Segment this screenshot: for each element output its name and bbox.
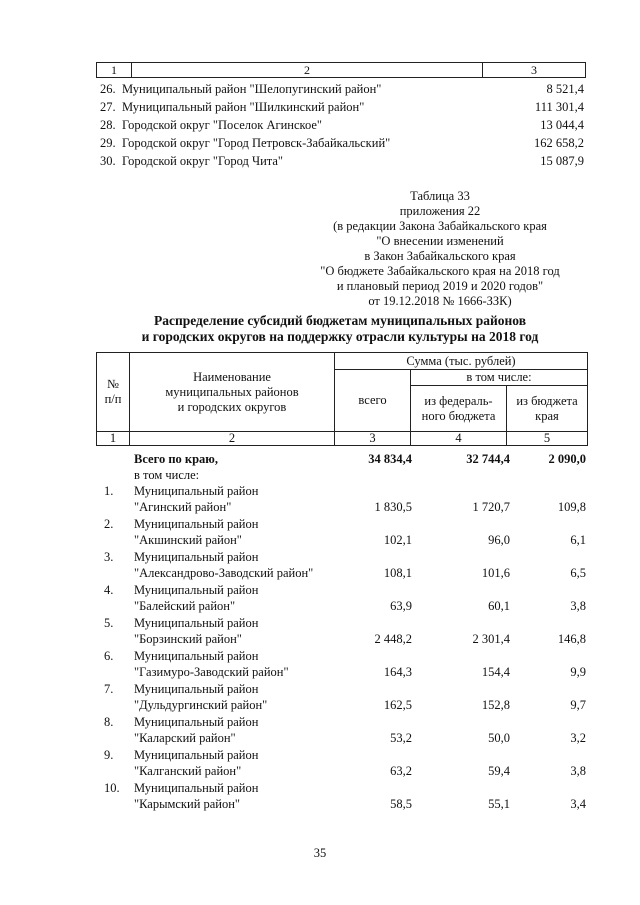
row-name-line1: Муниципальный район: [134, 649, 259, 663]
row-name-line2: "Балейский район": [134, 599, 236, 613]
row-total: 108,1: [383, 566, 412, 580]
table-caption: [280, 189, 600, 309]
row-number: 27.: [100, 100, 116, 114]
table-row: [96, 714, 588, 746]
row-name-line2: "Акшинский район": [134, 533, 242, 547]
header-regional: из бюджета края: [506, 385, 588, 432]
row-total: 102,1: [383, 533, 412, 547]
table-row: [96, 681, 588, 713]
index-cell: 4: [410, 431, 507, 446]
row-name-line1: Муниципальный район: [134, 550, 259, 564]
header-sum: Сумма (тыс. рублей): [334, 352, 588, 370]
caption-line: в Закон Забайкальского края: [364, 249, 516, 263]
row-name-line1: Муниципальный район: [134, 616, 259, 630]
row-regional: 3,4: [570, 797, 586, 811]
row-name-line2: "Дульдургинский район": [134, 698, 268, 712]
row-value: 15 087,9: [540, 154, 584, 168]
row-value: 8 521,4: [546, 82, 584, 96]
index-cell: 3: [334, 431, 411, 446]
col-index-1: 1: [97, 63, 132, 77]
row-number: 3.: [104, 550, 114, 564]
header-federal: из федераль- ного бюджета: [410, 385, 507, 432]
row-number: 8.: [104, 715, 114, 729]
row-total: 164,3: [383, 665, 412, 679]
row-total: 58,5: [390, 797, 412, 811]
table-row: [96, 780, 588, 812]
header-num: № п/п: [96, 352, 130, 432]
row-name-line2: "Каларский район": [134, 731, 236, 745]
row-number: 1.: [104, 484, 114, 498]
row-federal: 154,4: [481, 665, 510, 679]
row-regional: 3,8: [570, 599, 586, 613]
row-total: 162,5: [383, 698, 412, 712]
title-line: Распределение субсидий бюджетам муниципальных районов: [153, 313, 527, 328]
caption-line: "О бюджете Забайкальского края на 2018 год: [320, 264, 560, 278]
row-name-line2: "Борзинский район": [134, 632, 242, 646]
table-row: [96, 152, 584, 170]
row-total: 1 830,5: [374, 500, 412, 514]
row-number: 28.: [100, 118, 116, 132]
table-row: [96, 516, 588, 548]
row-name-line2: "Карымский район": [134, 797, 241, 811]
header-name: Наименование муниципальных районов и городских округов: [129, 352, 335, 432]
caption-line: "О внесении изменений: [376, 234, 504, 248]
row-federal: 101,6: [481, 566, 510, 580]
row-regional: 146,8: [557, 632, 586, 646]
row-name: Муниципальный район "Шелопугинский район": [122, 82, 382, 96]
table-row: [96, 582, 588, 614]
row-name: Муниципальный район "Шилкинский район": [122, 100, 365, 114]
table-title: [96, 313, 584, 345]
total-federal: 32 744,4: [466, 452, 510, 466]
row-number: 26.: [100, 82, 116, 96]
header-including: в том числе:: [410, 369, 588, 386]
index-cell: 1: [96, 431, 130, 446]
index-cell: 5: [506, 431, 588, 446]
row-regional: 3,2: [570, 731, 586, 745]
caption-line: и плановый период 2019 и 2020 годов": [336, 279, 544, 293]
row-regional: 6,1: [570, 533, 586, 547]
row-regional: 3,8: [570, 764, 586, 778]
row-total: 63,9: [390, 599, 412, 613]
row-number: 30.: [100, 154, 116, 168]
row-name-line1: Муниципальный район: [134, 715, 259, 729]
table-row: [96, 116, 584, 134]
total-regional: 2 090,0: [548, 452, 586, 466]
index-cell: 2: [129, 431, 335, 446]
row-name-line1: Муниципальный район: [134, 583, 259, 597]
caption-line: от 19.12.2018 № 1666-ЗЗК): [368, 294, 512, 308]
row-name-line2: "Калганский район": [134, 764, 242, 778]
row-name-line1: Муниципальный район: [134, 517, 259, 531]
row-federal: 59,4: [488, 764, 510, 778]
row-federal: 96,0: [488, 533, 510, 547]
row-name: Городской округ "Город Чита": [122, 154, 284, 168]
row-federal: 2 301,4: [472, 632, 510, 646]
col-index-2: 2: [132, 63, 483, 77]
row-name-line1: Муниципальный район: [134, 781, 259, 795]
caption-line: приложения 22: [399, 204, 481, 218]
row-regional: 9,9: [570, 665, 586, 679]
table-row: [96, 648, 588, 680]
row-number: 9.: [104, 748, 114, 762]
row-federal: 152,8: [481, 698, 510, 712]
total-label: Всего по краю,: [134, 452, 218, 466]
row-number: 4.: [104, 583, 114, 597]
caption-line: Таблица 33: [410, 189, 470, 203]
row-federal: 1 720,7: [472, 500, 510, 514]
caption-line: (в редакции Закона Забайкальского края: [333, 219, 547, 233]
row-regional: 109,8: [557, 500, 586, 514]
row-regional: 9,7: [570, 698, 586, 712]
table-row: [96, 549, 588, 581]
row-name-line2: "Агинский район": [134, 500, 232, 514]
row-number: 6.: [104, 649, 114, 663]
row-number: 29.: [100, 136, 116, 150]
row-name: Городской округ "Город Петровск-Забайкальский": [122, 136, 391, 150]
row-federal: 50,0: [488, 731, 510, 745]
row-value: 111 301,4: [534, 100, 584, 114]
row-name-line2: "Александрово-Заводский район": [134, 566, 314, 580]
col-index-3: 3: [531, 63, 537, 77]
row-number: 7.: [104, 682, 114, 696]
row-value: 162 658,2: [534, 136, 584, 150]
row-number: 5.: [104, 616, 114, 630]
including-label: в том числе:: [134, 468, 200, 482]
total-all: 34 834,4: [368, 452, 412, 466]
title-line: и городских округов на поддержку отрасли культуры на 2018 год: [141, 329, 539, 344]
row-regional: 6,5: [570, 566, 586, 580]
row-federal: 55,1: [488, 797, 510, 811]
page-number: 35: [313, 846, 327, 860]
table-row: [96, 134, 584, 152]
table-row: [96, 80, 584, 98]
row-total: 2 448,2: [374, 632, 412, 646]
row-value: 13 044,4: [540, 118, 584, 132]
table-row: [96, 483, 588, 515]
row-name: Городской округ "Поселок Агинское": [122, 118, 323, 132]
row-number: 10.: [104, 781, 120, 795]
row-name-line1: Муниципальный район: [134, 484, 259, 498]
row-number: 2.: [104, 517, 114, 531]
row-name-line1: Муниципальный район: [134, 682, 259, 696]
header-total: всего: [334, 369, 411, 432]
table-row: [96, 615, 588, 647]
continuation-table-header: [96, 62, 586, 78]
row-name-line1: Муниципальный район: [134, 748, 259, 762]
row-name-line2: "Газимуро-Заводский район": [134, 665, 289, 679]
table-row: [96, 747, 588, 779]
row-total: 53,2: [390, 731, 412, 745]
row-total: 63,2: [390, 764, 412, 778]
row-federal: 60,1: [488, 599, 510, 613]
table-row: [96, 98, 584, 116]
